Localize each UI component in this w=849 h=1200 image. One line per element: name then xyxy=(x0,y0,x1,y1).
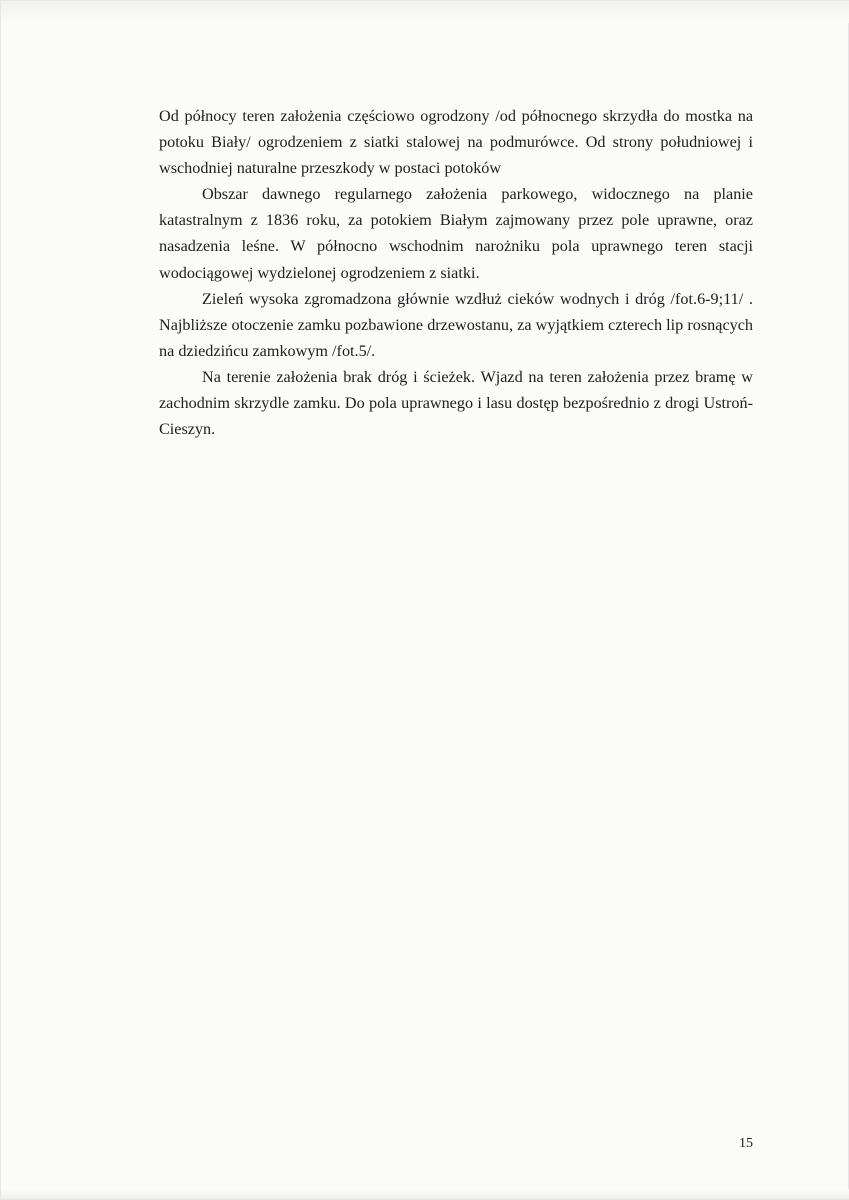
paragraph-greenery: Zieleń wysoka zgromadzona głównie wzdłuż cieków wodnych i dróg /fot.6-9;11/ . Najbliższe otoczenie zamku pozbawione drzewostanu, za wyjątkiem czterech lip rosnących na dziedzińcu zamkowym /fot.5/. xyxy=(159,289,753,360)
paragraph-fence: Od północy teren założenia częściowo ogrodzony /od północnego skrzydła do mostka na potoku Biały/ ogrodzeniem z siatki stalowej na podmurówce. Od strony południowej i wschodniej naturalne przeszkody w postaci potoków xyxy=(159,107,753,178)
scan-top-edge xyxy=(1,1,849,23)
paragraph-access: Na terenie założenia brak dróg i ścieżek. Wjazd na teren założenia przez bramę w zachodnim skrzydle zamku. Do pola uprawnego i lasu dostęp bezpośrednio z drogi Ustroń-Cieszyn. xyxy=(159,367,753,439)
scan-bottom-edge xyxy=(1,1189,849,1199)
body-text xyxy=(159,103,753,442)
paragraph-park-area: Obszar dawnego regularnego założenia parkowego, widocznego na planie katastralnym z 1836 roku, za potokiem Białym zajmowany przez pole uprawne, oraz nasadzenia leśne. W północno wschodnim narożniku pola uprawnego teren stacji wodociągowej wydzielonej ogrodzeniem z siatki. xyxy=(159,185,753,282)
page-number: 15 xyxy=(739,1136,753,1151)
